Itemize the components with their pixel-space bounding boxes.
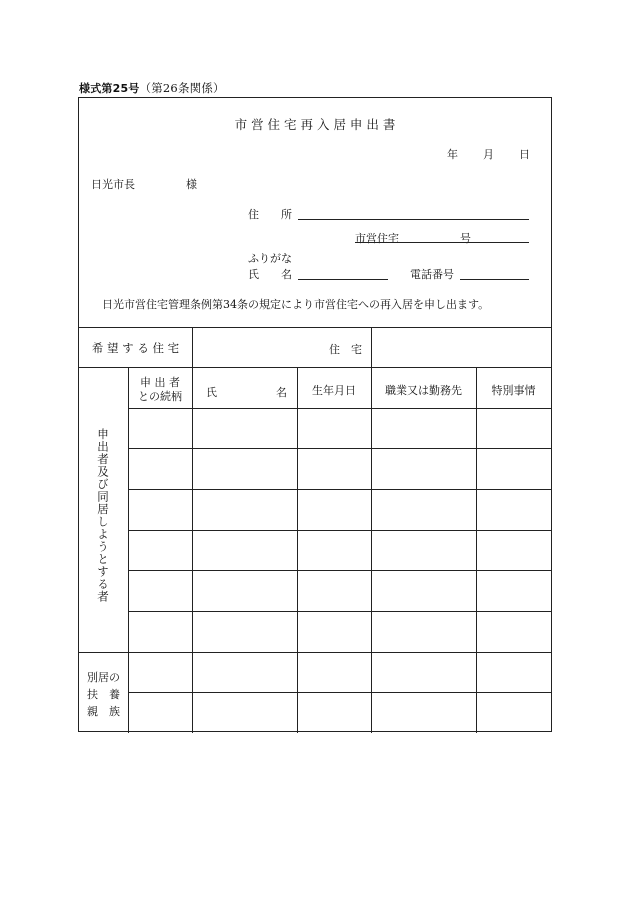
dependents-label: 別居の 扶 養 親 族 [87,671,120,718]
name-label: 氏 名 [248,268,292,281]
desired-housing-suffix: 住 宅 [329,343,362,356]
name-field[interactable] [298,279,388,280]
date-year[interactable]: 年 [447,148,458,161]
table-row[interactable] [129,612,550,651]
address-label: 住 所 [248,208,292,221]
phone-field[interactable] [460,279,529,280]
date-month[interactable]: 月 [483,148,494,161]
desired-row-top-rule [79,327,551,328]
header-birth: 生年月日 [312,384,356,397]
housing-label: 市営住宅 [355,232,399,245]
housing-unit-field[interactable] [355,242,529,243]
addressee-name: 日光市長 [91,178,135,191]
declaration-text: 日光市営住宅管理条例第34条の規定により市営住宅への再入居を申し出ます。 [102,298,490,311]
application-form [78,97,552,732]
form-number [79,80,225,96]
table-row[interactable] [129,449,550,488]
table-row[interactable] [129,653,550,691]
furigana-label: ふりがな [248,252,292,265]
header-name-left: 氏 [206,386,217,399]
table-row[interactable] [129,571,550,610]
addressee-honorific: 様 [186,178,197,191]
desired-housing-label: 希 望 す る 住 宅 [91,341,180,355]
table-top-rule [79,367,551,368]
unit-label: 号 [460,232,471,245]
table-row[interactable] [129,531,550,569]
table-row[interactable] [129,409,550,447]
household-label: 申出者及び同居しようとする者 [96,428,110,603]
desired-field-divider [371,327,372,367]
desired-housing-extra[interactable] [373,329,549,365]
form-number-label: 様式第25号 [79,82,140,95]
header-occupation: 職業又は勤務先 [385,384,462,397]
desired-housing-field[interactable] [194,329,324,365]
form-title: 市 営 住 宅 再 入 居 申 出 書 [234,117,396,132]
desired-label-divider [192,327,193,367]
header-special: 特別事情 [491,384,536,397]
table-row[interactable] [129,490,550,529]
header-relation: 申 出 者 との続柄 [138,376,182,403]
form-number-reference: （第26条関係） [139,81,225,95]
date-day[interactable]: 日 [519,148,530,161]
address-field[interactable] [298,219,529,220]
phone-label: 電話番号 [410,268,454,281]
table-row[interactable] [129,693,550,731]
header-name-right: 名 [276,386,287,399]
